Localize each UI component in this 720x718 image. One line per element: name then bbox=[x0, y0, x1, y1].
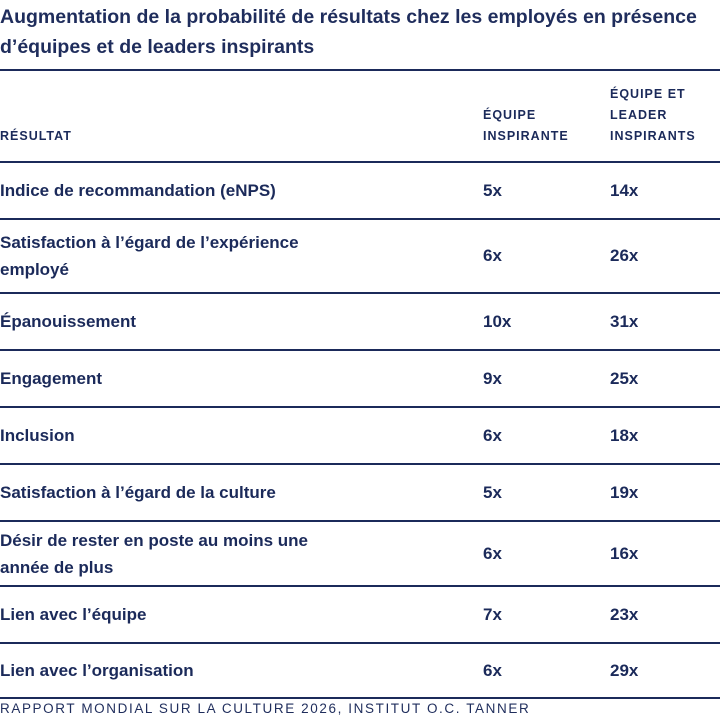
row-team-value: 6x bbox=[483, 543, 502, 563]
row-team-leader-value: 31x bbox=[610, 311, 639, 331]
row-team-value: 5x bbox=[483, 482, 502, 502]
table-row bbox=[0, 463, 720, 520]
row-team-leader-value: 19x bbox=[610, 482, 639, 502]
header-team-leader: ÉQUIPE ET LEADER INSPIRANTS bbox=[610, 87, 696, 143]
table-row bbox=[0, 349, 720, 406]
header-result: RÉSULTAT bbox=[0, 129, 72, 143]
table-row bbox=[0, 642, 720, 699]
row-team-value: 7x bbox=[483, 604, 502, 624]
row-team-leader-value: 16x bbox=[610, 543, 639, 563]
row-team-value: 10x bbox=[483, 311, 512, 331]
row-label: Satisfaction à l’égard de la culture bbox=[0, 483, 276, 502]
row-team-leader-value: 14x bbox=[610, 180, 639, 200]
row-team-value: 6x bbox=[483, 246, 502, 265]
row-label: Lien avec l’organisation bbox=[0, 661, 194, 680]
table-row bbox=[0, 520, 720, 585]
table-row bbox=[0, 292, 720, 349]
row-team-value: 6x bbox=[483, 425, 502, 445]
row-team-leader-value: 18x bbox=[610, 425, 639, 445]
row-label: Satisfaction à l’égard de l’expérience employé bbox=[0, 233, 299, 279]
row-team-leader-value: 26x bbox=[610, 246, 639, 265]
table-row bbox=[0, 161, 720, 218]
results-table bbox=[0, 69, 720, 699]
row-label: Épanouissement bbox=[0, 312, 137, 331]
source-footer: RAPPORT MONDIAL SUR LA CULTURE 2026, INSTITUT O.C. TANNER bbox=[0, 701, 531, 716]
table-row bbox=[0, 406, 720, 463]
row-label: Engagement bbox=[0, 369, 103, 388]
table-row bbox=[0, 585, 720, 642]
table-header bbox=[0, 69, 720, 161]
row-label: Indice de recommandation (eNPS) bbox=[0, 181, 276, 200]
row-team-leader-value: 25x bbox=[610, 368, 639, 388]
row-label: Lien avec l’équipe bbox=[0, 605, 147, 624]
row-team-value: 6x bbox=[483, 660, 502, 680]
row-team-leader-value: 29x bbox=[610, 660, 639, 680]
table-row bbox=[0, 218, 720, 292]
page-title: Augmentation de la probabilité de résultats chez les employés en présence d’équipes et de leaders inspirants bbox=[0, 6, 697, 58]
row-label: Désir de rester en poste au moins une année de plus bbox=[0, 530, 308, 577]
header-team: ÉQUIPE INSPIRANTE bbox=[483, 108, 569, 143]
row-team-value: 5x bbox=[483, 180, 502, 200]
row-team-leader-value: 23x bbox=[610, 604, 639, 624]
row-label: Inclusion bbox=[0, 426, 75, 445]
row-team-value: 9x bbox=[483, 368, 502, 388]
